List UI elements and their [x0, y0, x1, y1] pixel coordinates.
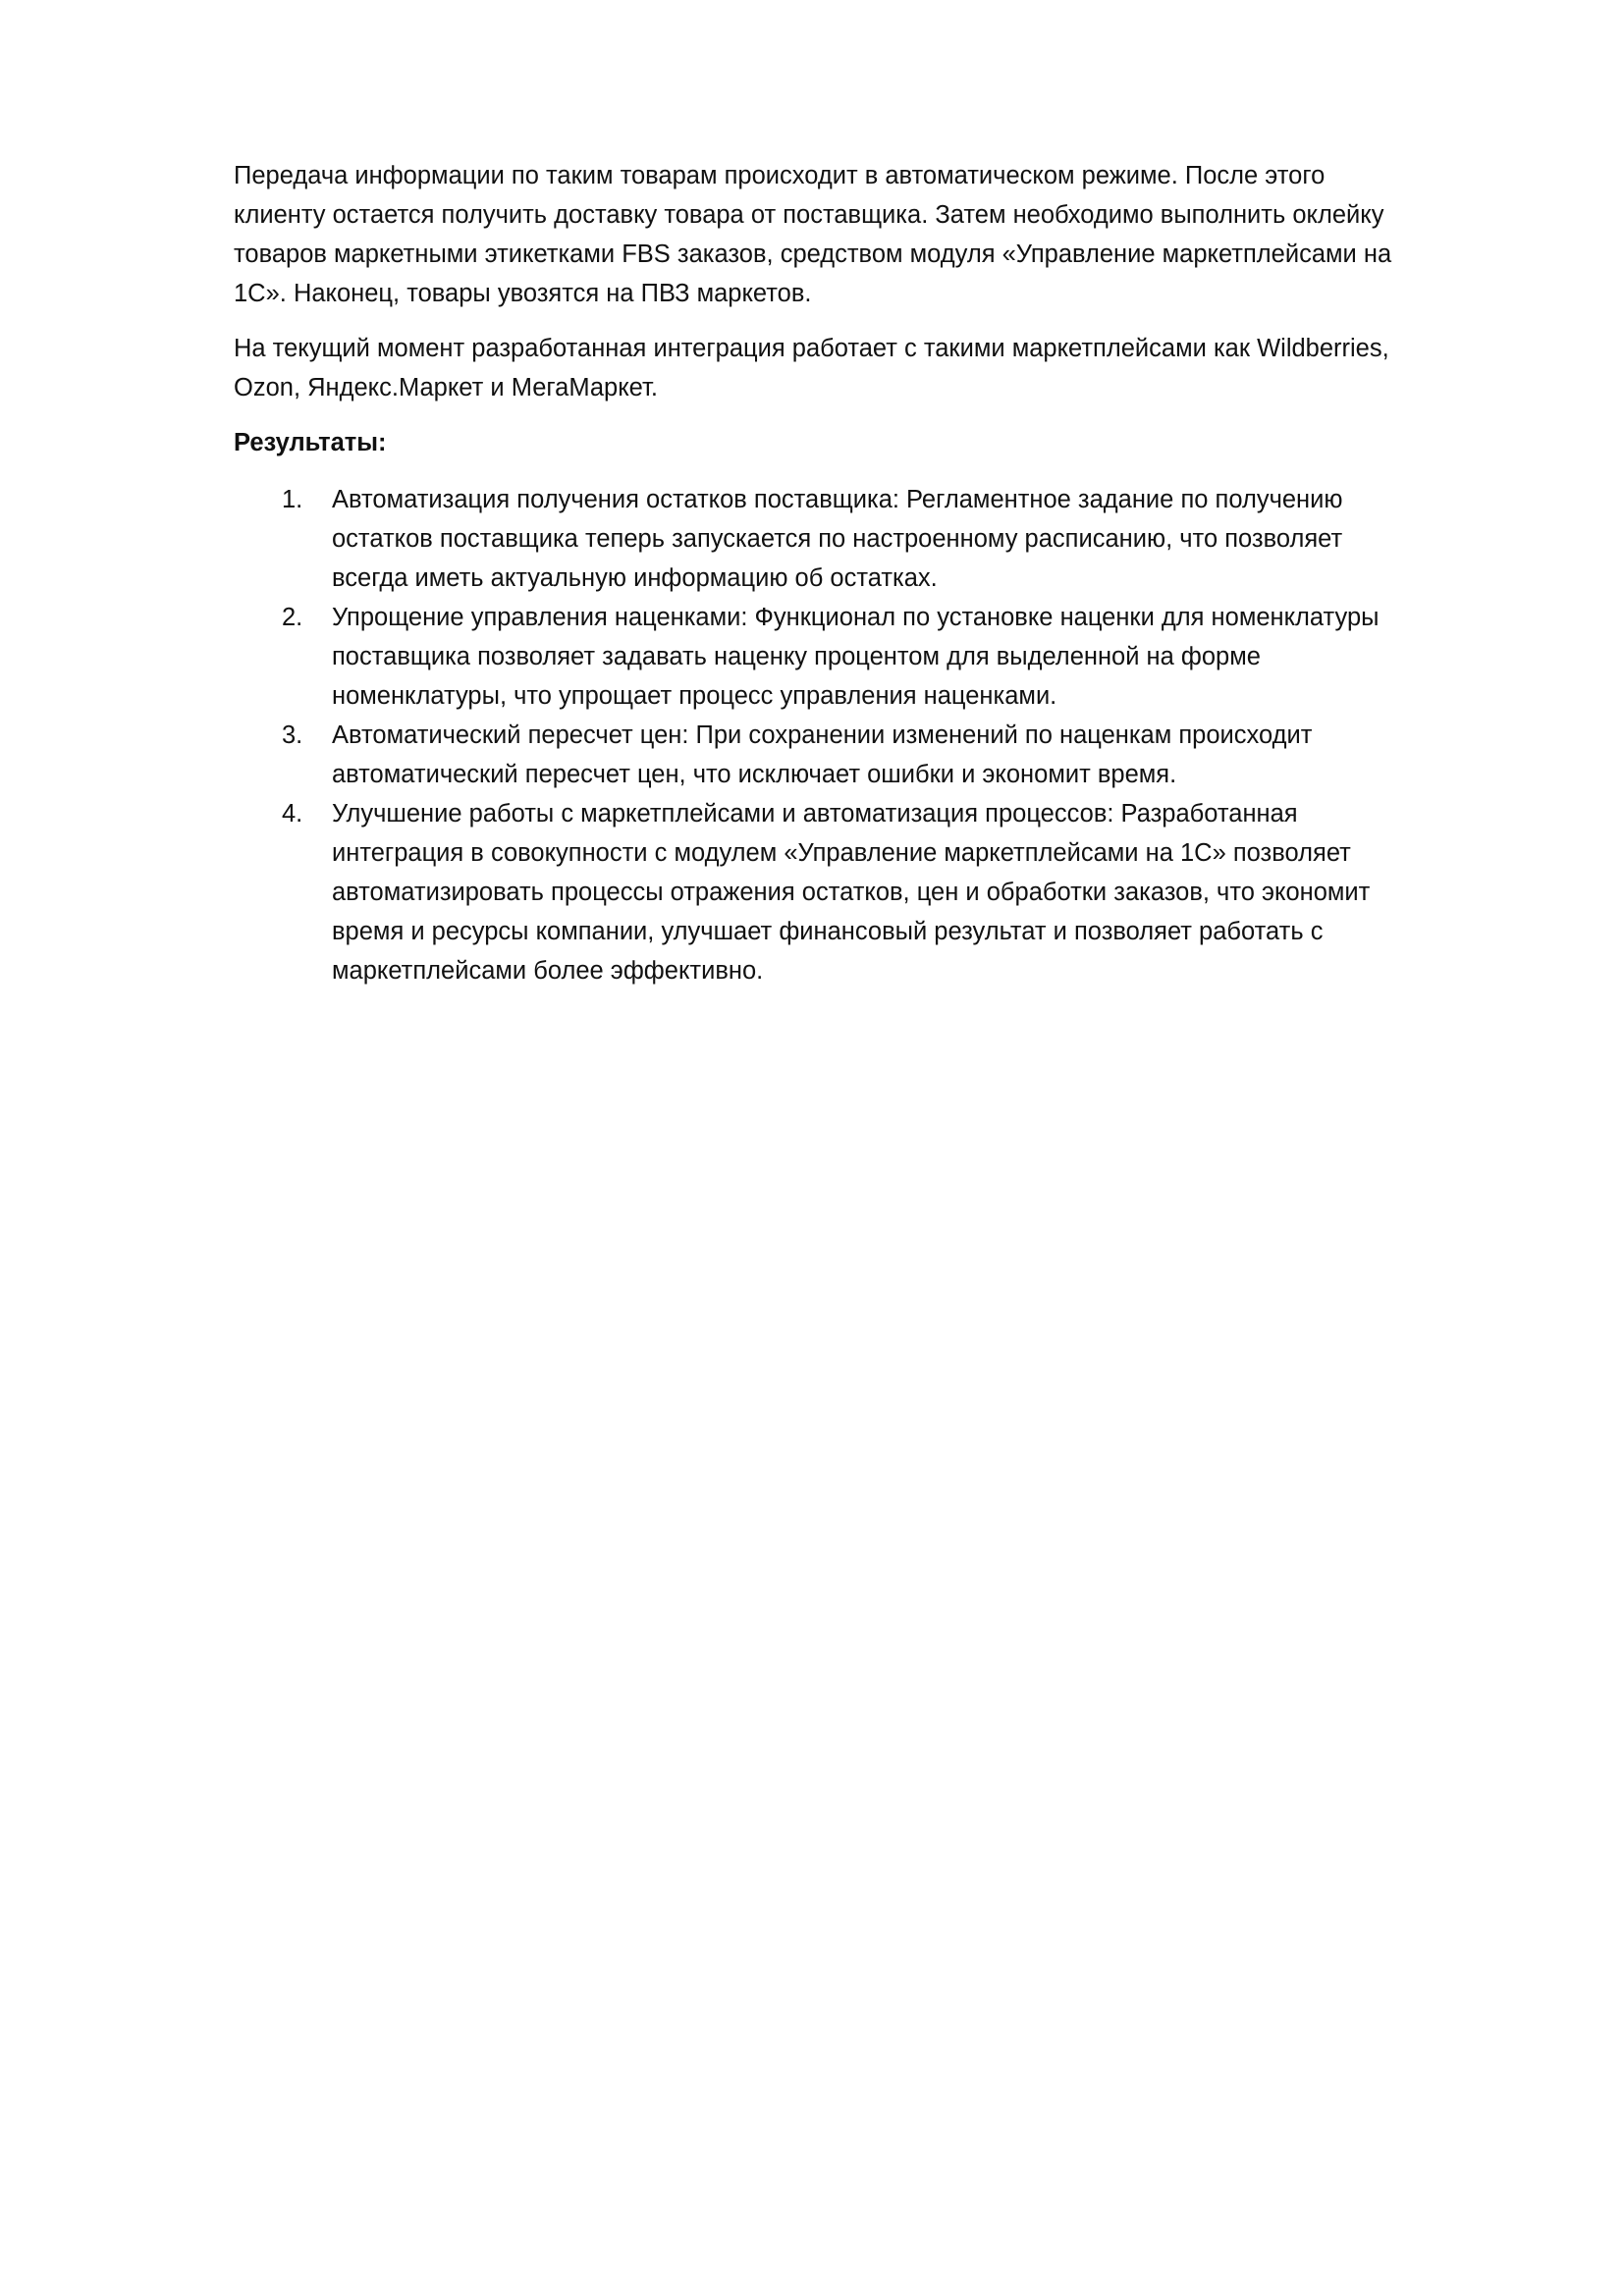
text-line: Ozon, Яндекс.Маркет и МегаМаркет.	[234, 374, 658, 401]
text-line: всегда иметь актуальную информацию об остатках.	[332, 564, 938, 592]
text-line: товаров маркетными этикетками FBS заказов, средством модуля «Управление маркетплейсами на	[234, 240, 1392, 268]
text-line: Упрощение управления наценками: Функционал по установке наценки для номенклатуры	[332, 604, 1380, 631]
list-item-number: 1.	[282, 486, 303, 513]
text-line: автоматизировать процессы отражения остатков, цен и обработки заказов, что экономит	[332, 879, 1371, 906]
text-line: Автоматизация получения остатков поставщика: Регламентное задание по получению	[332, 486, 1343, 513]
text-line: поставщика позволяет задавать наценку процентом для выделенной на форме	[332, 643, 1261, 670]
results-heading: Результаты:	[234, 429, 387, 456]
document-page	[234, 156, 1530, 990]
text-line: 1С». Наконец, товары увозятся на ПВЗ маркетов.	[234, 280, 812, 307]
list-item	[234, 598, 1530, 716]
text-line: интеграция в совокупности с модулем «Управление маркетплейсами на 1С» позволяет	[332, 839, 1351, 867]
list-item-number: 2.	[282, 604, 303, 631]
list-item-number: 3.	[282, 721, 303, 749]
text-line: номенклатуры, что упрощает процесс управления наценками.	[332, 682, 1057, 710]
text-line: Автоматический пересчет цен: При сохранении изменений по наценкам происходит	[332, 721, 1313, 749]
paragraph-marketplaces	[234, 329, 1530, 407]
list-item	[234, 716, 1530, 794]
text-line: Улучшение работы с маркетплейсами и автоматизация процессов: Разработанная	[332, 800, 1298, 828]
list-item	[234, 480, 1530, 598]
list-item	[234, 794, 1530, 990]
text-line: маркетплейсами более эффективно.	[332, 957, 764, 985]
paragraph-intro	[234, 156, 1530, 313]
results-list	[234, 480, 1530, 990]
text-line: Передача информации по таким товарам происходит в автоматическом режиме. После этого	[234, 162, 1326, 189]
text-line: На текущий момент разработанная интеграция работает с такими маркетплейсами как Wildberries,	[234, 335, 1389, 362]
text-line: автоматический пересчет цен, что исключает ошибки и экономит время.	[332, 761, 1177, 788]
text-line: клиенту остается получить доставку товара от поставщика. Затем необходимо выполнить оклейку	[234, 201, 1384, 229]
list-item-number: 4.	[282, 800, 303, 828]
text-line: остатков поставщика теперь запускается по настроенному расписанию, что позволяет	[332, 525, 1343, 553]
text-line: время и ресурсы компании, улучшает финансовый результат и позволяет работать с	[332, 918, 1324, 945]
